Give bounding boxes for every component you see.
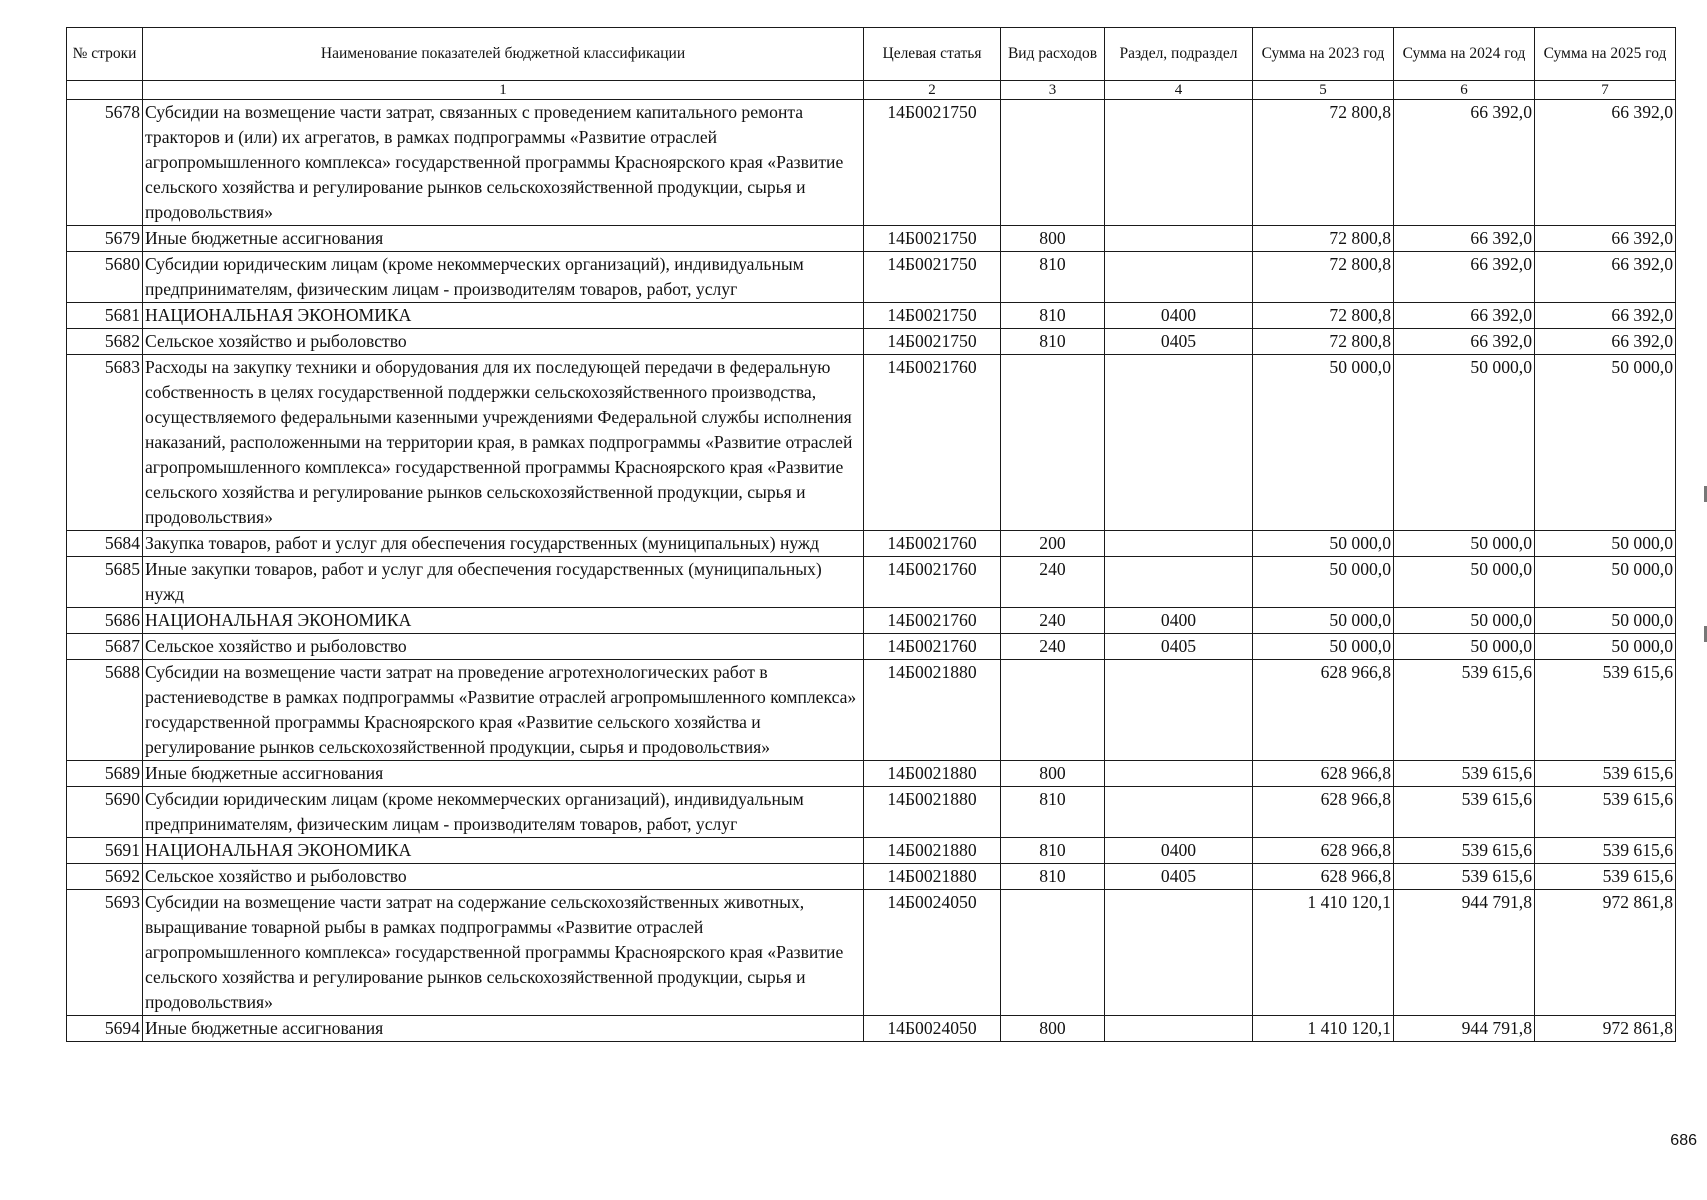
row-expense-type: 810: [1001, 252, 1105, 303]
header-section: Раздел, подраздел: [1105, 28, 1253, 81]
table-row: [67, 838, 1676, 864]
row-target-article: 14Б0021750: [864, 329, 1001, 355]
row-section: 0405: [1105, 634, 1253, 660]
row-name: Сельское хозяйство и рыболовство: [143, 864, 864, 890]
column-number: 2: [864, 81, 1001, 100]
column-number: 7: [1535, 81, 1676, 100]
row-sum-2024: 539 615,6: [1394, 761, 1535, 787]
row-sum-2024: 539 615,6: [1394, 864, 1535, 890]
row-sum-2023: 50 000,0: [1253, 355, 1394, 531]
row-section: [1105, 1016, 1253, 1042]
row-sum-2023: 50 000,0: [1253, 634, 1394, 660]
row-sum-2024: 66 392,0: [1394, 100, 1535, 226]
row-sum-2024: 539 615,6: [1394, 838, 1535, 864]
row-section: [1105, 252, 1253, 303]
table-row: [67, 355, 1676, 531]
row-expense-type: 240: [1001, 557, 1105, 608]
row-target-article: 14Б0021760: [864, 531, 1001, 557]
row-section: 0405: [1105, 864, 1253, 890]
row-section: [1105, 890, 1253, 1016]
row-sum-2023: 1 410 120,1: [1253, 890, 1394, 1016]
column-number: 1: [143, 81, 864, 100]
row-sum-2024: 66 392,0: [1394, 252, 1535, 303]
row-number: 5685: [67, 557, 143, 608]
row-number: 5689: [67, 761, 143, 787]
row-name: Иные закупки товаров, работ и услуг для обеспечения государственных (муниципальных) нужд: [143, 557, 864, 608]
row-sum-2025: 66 392,0: [1535, 329, 1676, 355]
table-row: [67, 761, 1676, 787]
table-row: [67, 531, 1676, 557]
column-number: 3: [1001, 81, 1105, 100]
table-row: [67, 787, 1676, 838]
row-sum-2023: 50 000,0: [1253, 608, 1394, 634]
table-row: [67, 634, 1676, 660]
header-name: Наименование показателей бюджетной классификации: [143, 28, 864, 81]
table-row: [67, 226, 1676, 252]
row-section: 0405: [1105, 329, 1253, 355]
row-expense-type: [1001, 890, 1105, 1016]
row-sum-2025: 66 392,0: [1535, 100, 1676, 226]
row-sum-2025: 972 861,8: [1535, 1016, 1676, 1042]
row-sum-2023: 628 966,8: [1253, 864, 1394, 890]
row-expense-type: 800: [1001, 761, 1105, 787]
row-sum-2024: 66 392,0: [1394, 226, 1535, 252]
row-sum-2024: 944 791,8: [1394, 1016, 1535, 1042]
row-sum-2024: 50 000,0: [1394, 634, 1535, 660]
row-sum-2023: 72 800,8: [1253, 252, 1394, 303]
row-target-article: 14Б0021750: [864, 226, 1001, 252]
column-number: [67, 81, 143, 100]
row-section: 0400: [1105, 608, 1253, 634]
row-number: 5688: [67, 660, 143, 761]
header-expense-type: Вид расходов: [1001, 28, 1105, 81]
table-row: [67, 864, 1676, 890]
row-target-article: 14Б0021760: [864, 355, 1001, 531]
row-target-article: 14Б0021750: [864, 303, 1001, 329]
row-sum-2025: 50 000,0: [1535, 634, 1676, 660]
row-target-article: 14Б0024050: [864, 1016, 1001, 1042]
row-sum-2024: 66 392,0: [1394, 329, 1535, 355]
page-number: 686: [1670, 1132, 1697, 1149]
column-number: 6: [1394, 81, 1535, 100]
row-name: НАЦИОНАЛЬНАЯ ЭКОНОМИКА: [143, 838, 864, 864]
row-sum-2025: 66 392,0: [1535, 303, 1676, 329]
row-name: Субсидии на возмещение части затрат на проведение агротехнологических работ в растениеводстве в рамках подпрограммы «Развитие отраслей агропромышленного комплекса» государственной программы Красноярского края «Развитие сельского хозяйства и регулирование рынков сельскохозяйственной продукции, сырья и продовольствия»: [143, 660, 864, 761]
row-target-article: 14Б0021880: [864, 838, 1001, 864]
row-number: 5692: [67, 864, 143, 890]
row-number: 5693: [67, 890, 143, 1016]
header-target-article: Целевая статья: [864, 28, 1001, 81]
row-expense-type: [1001, 100, 1105, 226]
header-sum-2025: Сумма на 2025 год: [1535, 28, 1676, 81]
row-section: [1105, 787, 1253, 838]
row-number: 5687: [67, 634, 143, 660]
row-target-article: 14Б0021880: [864, 864, 1001, 890]
row-sum-2025: 539 615,6: [1535, 761, 1676, 787]
row-number: 5680: [67, 252, 143, 303]
row-sum-2025: 66 392,0: [1535, 252, 1676, 303]
row-name: НАЦИОНАЛЬНАЯ ЭКОНОМИКА: [143, 608, 864, 634]
row-target-article: 14Б0021750: [864, 100, 1001, 226]
row-name: Иные бюджетные ассигнования: [143, 226, 864, 252]
row-name: Иные бюджетные ассигнования: [143, 761, 864, 787]
row-number: 5682: [67, 329, 143, 355]
row-expense-type: 240: [1001, 608, 1105, 634]
row-target-article: 14Б0024050: [864, 890, 1001, 1016]
row-number: 5684: [67, 531, 143, 557]
row-sum-2025: 50 000,0: [1535, 557, 1676, 608]
row-section: [1105, 761, 1253, 787]
row-sum-2023: 628 966,8: [1253, 660, 1394, 761]
row-sum-2025: 539 615,6: [1535, 838, 1676, 864]
row-target-article: 14Б0021880: [864, 761, 1001, 787]
row-sum-2023: 50 000,0: [1253, 531, 1394, 557]
row-expense-type: 810: [1001, 329, 1105, 355]
column-number-row: [67, 81, 1676, 100]
row-expense-type: 810: [1001, 838, 1105, 864]
row-expense-type: 800: [1001, 226, 1105, 252]
row-sum-2024: 944 791,8: [1394, 890, 1535, 1016]
row-name: Субсидии на возмещение части затрат, связанных с проведением капитального ремонта тракторов и (или) их агрегатов, в рамках подпрограммы «Развитие отраслей агропромышленного комплекса» государственной программы Красноярского края «Развитие сельского хозяйства и регулирование рынков сельскохозяйственной продукции, сырья и продовольствия»: [143, 100, 864, 226]
row-name: Субсидии юридическим лицам (кроме некоммерческих организаций), индивидуальным предпринимателям, физическим лицам - производителям товаров, работ, услуг: [143, 252, 864, 303]
row-section: [1105, 557, 1253, 608]
table-row: [67, 329, 1676, 355]
row-sum-2023: 72 800,8: [1253, 303, 1394, 329]
row-section: 0400: [1105, 303, 1253, 329]
header-sum-2023: Сумма на 2023 год: [1253, 28, 1394, 81]
row-target-article: 14Б0021880: [864, 787, 1001, 838]
table-header: [67, 28, 1676, 100]
row-section: [1105, 355, 1253, 531]
table-row: [67, 303, 1676, 329]
row-expense-type: [1001, 660, 1105, 761]
table-row: [67, 557, 1676, 608]
row-section: [1105, 226, 1253, 252]
row-sum-2024: 50 000,0: [1394, 355, 1535, 531]
table-row: [67, 100, 1676, 226]
row-expense-type: [1001, 355, 1105, 531]
row-sum-2025: 539 615,6: [1535, 660, 1676, 761]
row-section: [1105, 100, 1253, 226]
row-target-article: 14Б0021880: [864, 660, 1001, 761]
row-number: 5683: [67, 355, 143, 531]
header-sum-2024: Сумма на 2024 год: [1394, 28, 1535, 81]
row-sum-2023: 72 800,8: [1253, 226, 1394, 252]
row-sum-2025: 50 000,0: [1535, 608, 1676, 634]
row-section: [1105, 531, 1253, 557]
row-name: Субсидии на возмещение части затрат на содержание сельскохозяйственных животных, выращивание товарной рыбы в рамках подпрограммы «Развитие отраслей агропромышленного комплекса» государственной программы Красноярского края «Развитие сельского хозяйства и регулирование рынков сельскохозяйственной продукции, сырья и продовольствия»: [143, 890, 864, 1016]
row-sum-2025: 50 000,0: [1535, 531, 1676, 557]
row-target-article: 14Б0021750: [864, 252, 1001, 303]
row-section: [1105, 660, 1253, 761]
row-sum-2025: 972 861,8: [1535, 890, 1676, 1016]
table-row: [67, 660, 1676, 761]
row-sum-2025: 66 392,0: [1535, 226, 1676, 252]
row-expense-type: 810: [1001, 787, 1105, 838]
row-sum-2024: 50 000,0: [1394, 608, 1535, 634]
column-number: 5: [1253, 81, 1394, 100]
row-name: Сельское хозяйство и рыболовство: [143, 329, 864, 355]
header-row: [67, 28, 1676, 81]
row-target-article: 14Б0021760: [864, 634, 1001, 660]
row-name: НАЦИОНАЛЬНАЯ ЭКОНОМИКА: [143, 303, 864, 329]
row-number: 5694: [67, 1016, 143, 1042]
row-sum-2025: 50 000,0: [1535, 355, 1676, 531]
row-target-article: 14Б0021760: [864, 608, 1001, 634]
budget-table: [66, 27, 1676, 1042]
row-number: 5678: [67, 100, 143, 226]
row-sum-2024: 50 000,0: [1394, 531, 1535, 557]
row-sum-2024: 539 615,6: [1394, 787, 1535, 838]
row-name: Закупка товаров, работ и услуг для обеспечения государственных (муниципальных) нужд: [143, 531, 864, 557]
row-expense-type: 800: [1001, 1016, 1105, 1042]
row-number: 5690: [67, 787, 143, 838]
row-name: Иные бюджетные ассигнования: [143, 1016, 864, 1042]
table-row: [67, 252, 1676, 303]
row-sum-2023: 50 000,0: [1253, 557, 1394, 608]
table-body: [67, 100, 1676, 1042]
row-sum-2024: 539 615,6: [1394, 660, 1535, 761]
row-target-article: 14Б0021760: [864, 557, 1001, 608]
table-row: [67, 890, 1676, 1016]
table-row: [67, 608, 1676, 634]
row-name: Расходы на закупку техники и оборудования для их последующей передачи в федеральную собственность в целях государственной поддержки сельскохозяйственного производства, осуществляемого федеральными казенными учреждениями Федеральной службы исполнения наказаний, расположенными на территории края, в рамках подпрограммы «Развитие отраслей агропромышленного комплекса» государственной программы Красноярского края «Развитие сельского хозяйства и регулирование рынков сельскохозяйственной продукции, сырья и продовольствия»: [143, 355, 864, 531]
row-sum-2025: 539 615,6: [1535, 787, 1676, 838]
row-sum-2023: 1 410 120,1: [1253, 1016, 1394, 1042]
row-expense-type: 200: [1001, 531, 1105, 557]
table-row: [67, 1016, 1676, 1042]
row-sum-2024: 50 000,0: [1394, 557, 1535, 608]
header-row-no: № строки: [67, 28, 143, 81]
row-sum-2025: 539 615,6: [1535, 864, 1676, 890]
row-sum-2024: 66 392,0: [1394, 303, 1535, 329]
row-number: 5691: [67, 838, 143, 864]
row-sum-2023: 628 966,8: [1253, 787, 1394, 838]
row-section: 0400: [1105, 838, 1253, 864]
row-name: Субсидии юридическим лицам (кроме некоммерческих организаций), индивидуальным предпринимателям, физическим лицам - производителям товаров, работ, услуг: [143, 787, 864, 838]
row-sum-2023: 628 966,8: [1253, 838, 1394, 864]
row-number: 5679: [67, 226, 143, 252]
row-expense-type: 240: [1001, 634, 1105, 660]
row-number: 5686: [67, 608, 143, 634]
row-expense-type: 810: [1001, 303, 1105, 329]
row-name: Сельское хозяйство и рыболовство: [143, 634, 864, 660]
row-sum-2023: 72 800,8: [1253, 100, 1394, 226]
row-sum-2023: 628 966,8: [1253, 761, 1394, 787]
row-sum-2023: 72 800,8: [1253, 329, 1394, 355]
row-number: 5681: [67, 303, 143, 329]
row-expense-type: 810: [1001, 864, 1105, 890]
column-number: 4: [1105, 81, 1253, 100]
